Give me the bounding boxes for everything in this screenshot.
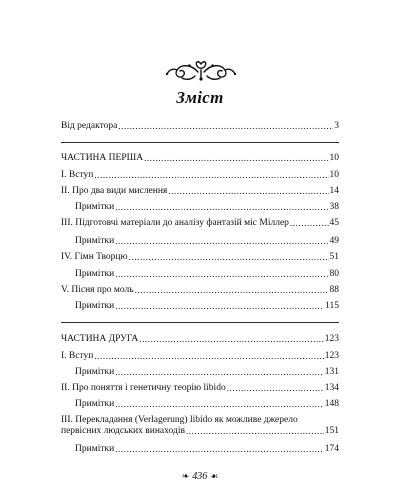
toc-entry	[61, 186, 339, 197]
toc-entry	[61, 285, 339, 296]
leader-dots	[115, 269, 328, 280]
fleuron-right-icon: ☙	[210, 471, 219, 481]
leader-dots	[186, 426, 324, 437]
leader-dots	[139, 334, 324, 345]
ornament-icon	[165, 58, 237, 82]
leader-dots	[129, 252, 329, 263]
toc-notes-entry	[61, 399, 339, 410]
toc-entry-label: Примітки	[75, 269, 115, 279]
toc-entry-page: 10	[329, 170, 339, 180]
leader-dots	[94, 170, 328, 181]
toc-entry-label: Від редактора	[61, 121, 118, 131]
toc-entry-page: 38	[329, 202, 339, 212]
section-divider	[61, 322, 339, 323]
toc-entry-page: 10	[329, 153, 339, 163]
toc-entry-label: Примітки	[75, 399, 115, 409]
toc-entry-label: II. Про два види мислення	[61, 186, 168, 196]
toc-notes-entry	[61, 367, 339, 378]
leader-dots	[290, 218, 329, 229]
leader-dots	[115, 444, 324, 455]
fleuron-left-icon: ❧	[181, 471, 190, 481]
toc-entry-label: Примітки	[75, 202, 115, 212]
toc-entry-label-continuation: первісних людських винаходів	[61, 426, 185, 436]
leader-dots	[168, 186, 328, 197]
toc-notes-entry	[61, 236, 339, 247]
toc-entry	[61, 218, 339, 229]
toc-entry-page: 14	[329, 186, 339, 196]
toc-entry-page: 3	[334, 121, 339, 131]
toc-part-heading	[61, 153, 339, 164]
toc-entry-label: Примітки	[75, 367, 115, 377]
section-divider	[61, 142, 339, 143]
toc-entry-label: V. Пісня про моль	[61, 285, 134, 295]
toc-entry-page: 123	[324, 334, 339, 344]
toc-notes-entry	[61, 202, 339, 213]
toc-part-heading	[61, 334, 339, 345]
toc-entry-label: Примітки	[75, 444, 115, 454]
toc-notes-entry	[61, 301, 339, 312]
leader-dots	[115, 399, 324, 410]
toc-entry-page: 151	[324, 426, 339, 436]
toc-entry-page: 123	[324, 351, 339, 361]
toc-entry-page: 80	[329, 269, 339, 279]
toc-entry-label: Примітки	[75, 236, 115, 246]
page-number: 436	[192, 471, 208, 482]
leader-dots	[94, 351, 323, 362]
toc-entry-page: 49	[329, 236, 339, 246]
toc-entry-label: I. Вступ	[61, 351, 94, 361]
toc-entry-page: 51	[329, 252, 339, 262]
toc-entry-label: III. Перекладання (Verlagerung) libido як можливе джерело	[61, 415, 298, 425]
toc-entry-page: 134	[324, 383, 339, 393]
toc-entry	[61, 121, 339, 132]
toc-entry-page: 45	[329, 218, 339, 228]
leader-dots	[115, 202, 328, 213]
leader-dots	[115, 301, 324, 312]
toc-notes-entry	[61, 444, 339, 455]
toc-entry-page: 131	[324, 367, 339, 377]
toc-entry	[61, 252, 339, 263]
leader-dots	[118, 121, 333, 132]
toc-entry-label: IV. Гімн Творцю	[61, 252, 128, 262]
leader-dots	[135, 285, 329, 296]
page-footer	[0, 471, 400, 482]
toc-entry-label: I. Вступ	[61, 170, 94, 180]
leader-dots	[115, 236, 328, 247]
leader-dots	[144, 153, 328, 164]
toc-entry-label: II. Про поняття і генетичну теорію libido	[61, 383, 226, 393]
toc-entry	[61, 415, 339, 437]
toc-entry-page: 148	[324, 399, 339, 409]
toc-entry-page: 174	[324, 444, 339, 454]
leader-dots	[227, 383, 324, 394]
toc-entry-page: 115	[325, 301, 339, 311]
toc-entry-label: ЧАСТИНА ДРУГА	[61, 334, 139, 344]
page-title: Зміст	[176, 88, 224, 107]
toc-entry	[61, 351, 339, 362]
toc-notes-entry	[61, 269, 339, 280]
toc-entry-label: ЧАСТИНА ПЕРША	[61, 153, 144, 163]
toc-entry	[61, 170, 339, 181]
toc-entry	[61, 383, 339, 394]
leader-dots	[115, 367, 324, 378]
toc-entry-label: III. Підготовчі матеріали до аналізу фантазій міс Міллер	[61, 218, 289, 228]
toc-entry-page: 88	[329, 285, 339, 295]
toc-entry-label: Примітки	[75, 301, 115, 311]
